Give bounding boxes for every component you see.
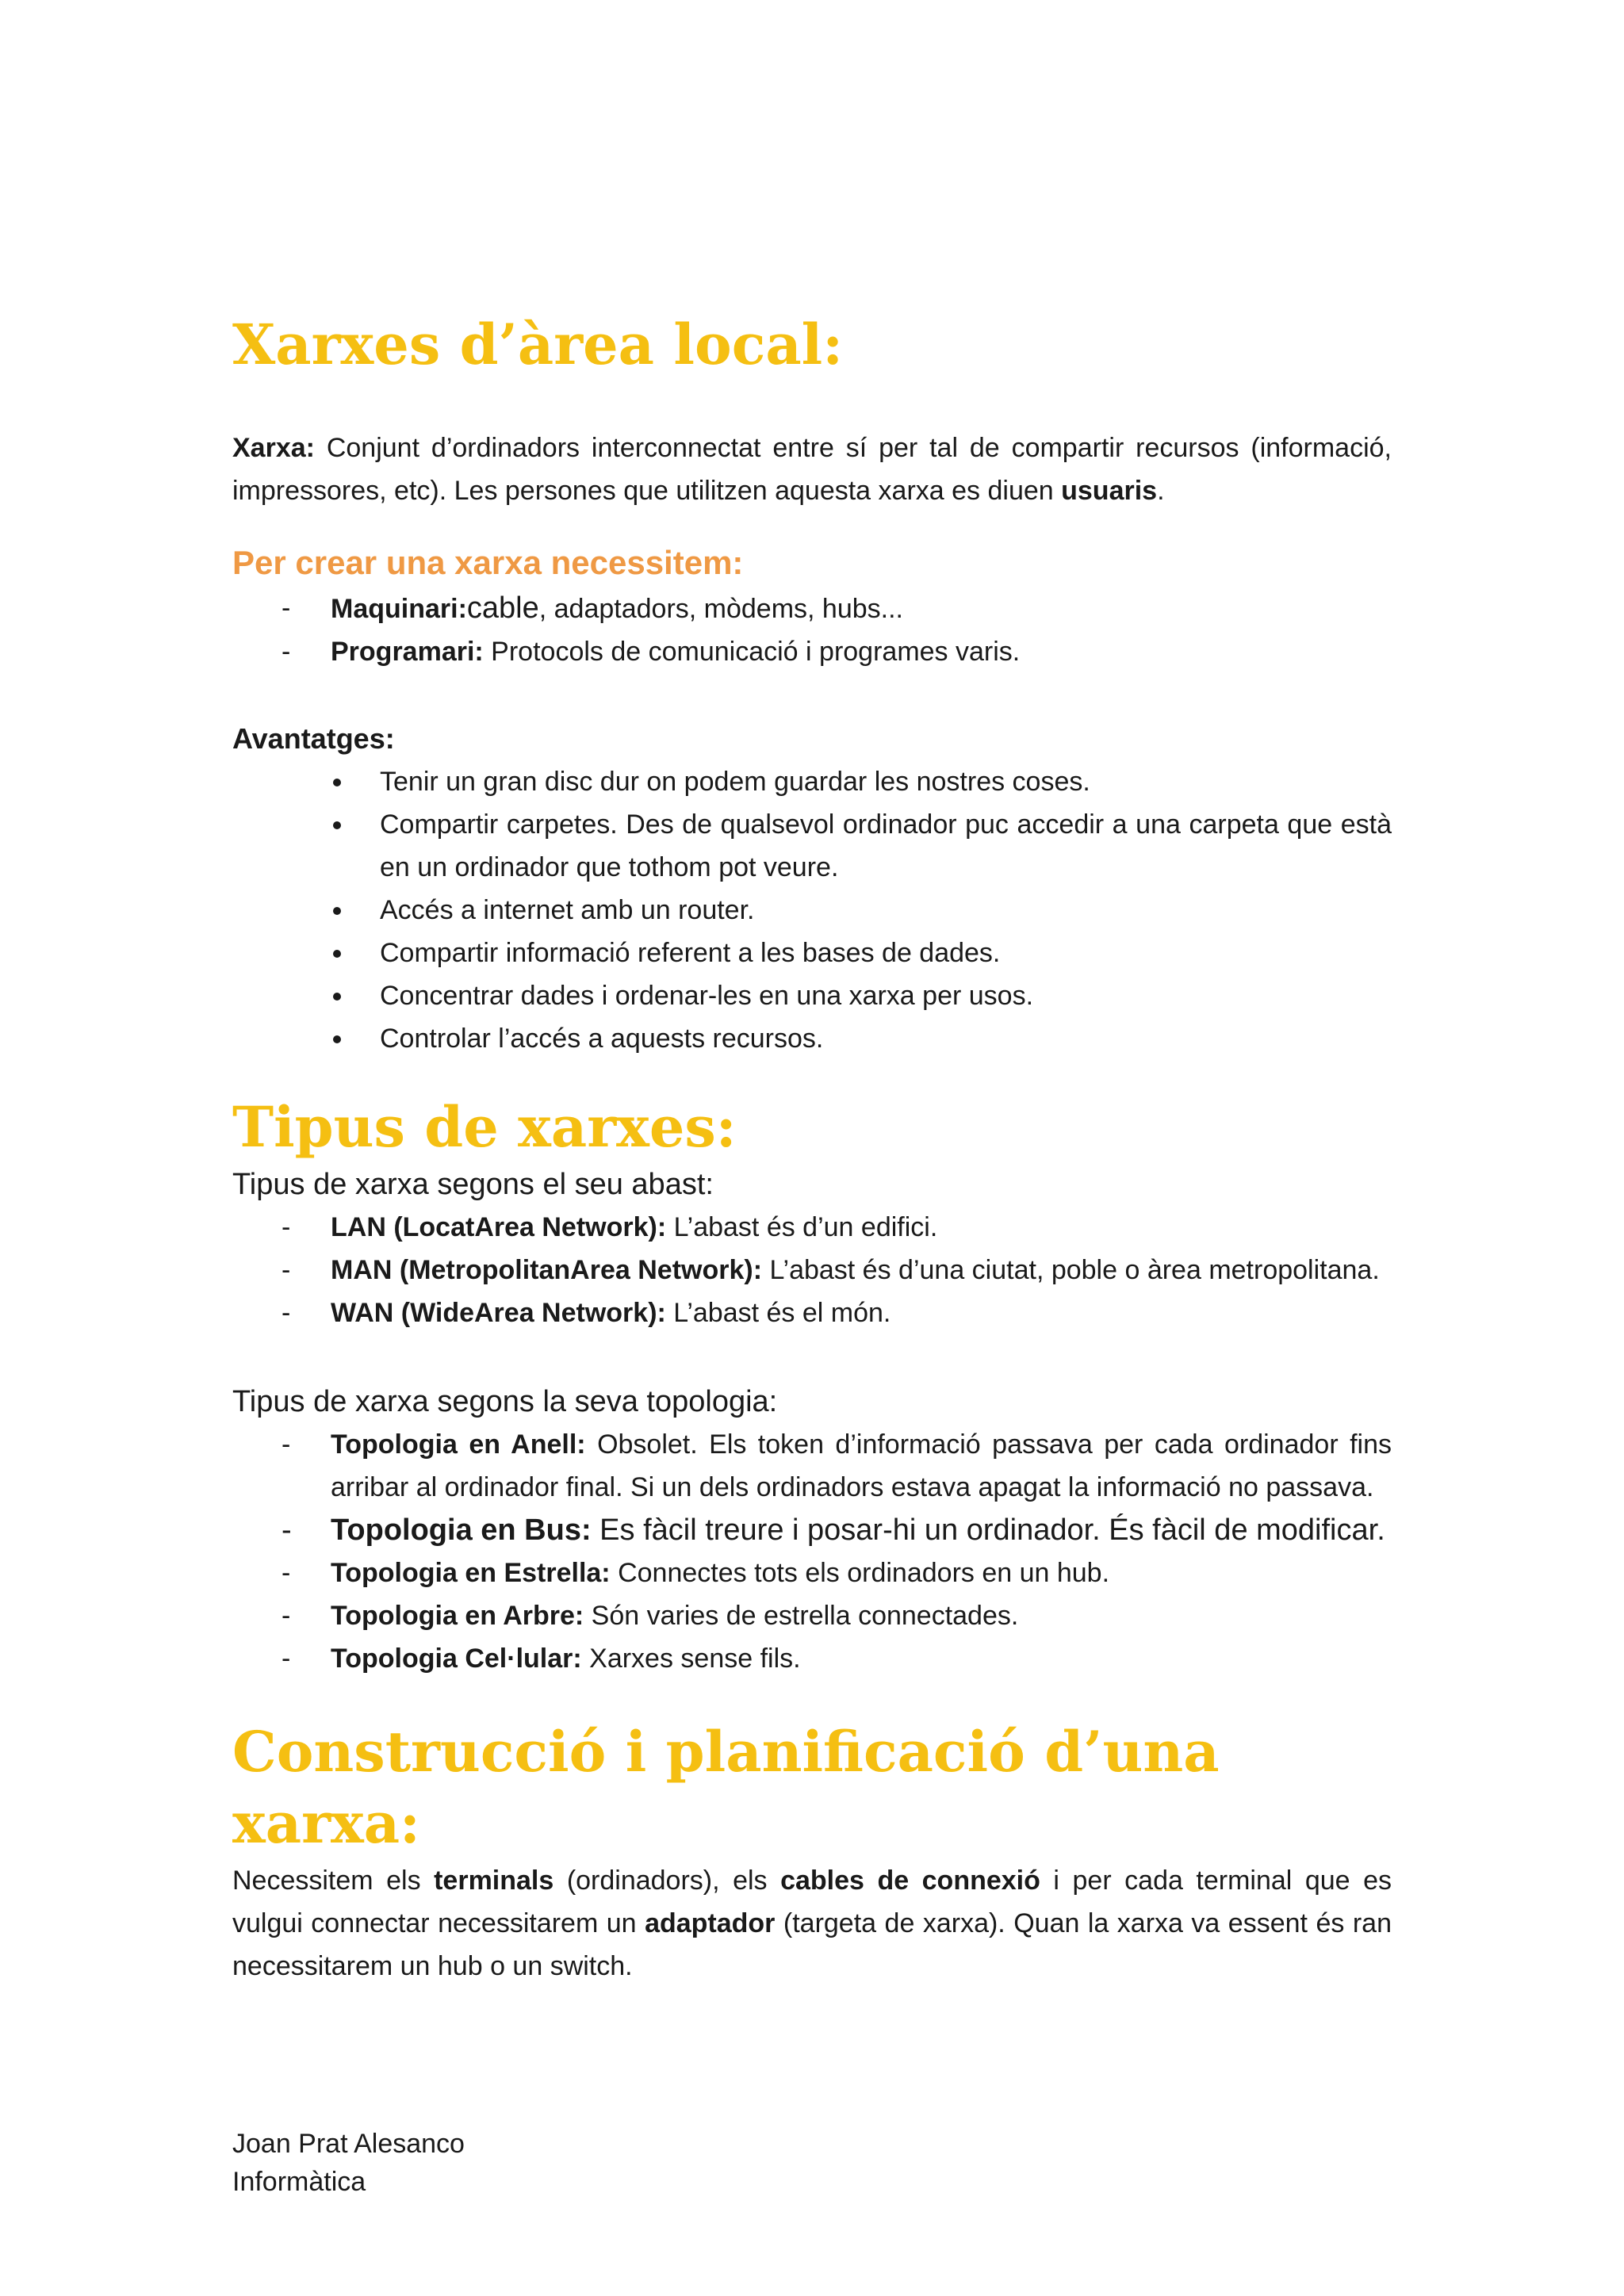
section-title-construccio: Construcció i planificació d’una xarxa: <box>232 1719 1220 1856</box>
item-text: Connectes tots els ordinadors en un hub. <box>610 1558 1110 1588</box>
item-label: MAN (MetropolitanArea Network): <box>331 1255 763 1285</box>
item-text: L’abast és d’una ciutat, poble o àrea metropolitana. <box>762 1255 1380 1285</box>
item-text: Protocols de comunicació i programes varis. <box>483 637 1021 667</box>
list-item: Compartir carpetes. Des de qualsevol ordinador puc accedir a una carpeta que està en un ordinador que tothom pot veure. <box>232 803 1392 889</box>
item-text: , adaptadors, mòdems, hubs... <box>538 594 903 624</box>
topology-list <box>232 1423 1392 1680</box>
list-item <box>232 1509 1392 1552</box>
subheading-needs: Per crear una xarxa necessitem: <box>232 544 744 581</box>
section-title-xarxes-area-local: Xarxes d’àrea local: <box>232 312 844 377</box>
item-text: Són varies de estrella connectades. <box>584 1601 1019 1631</box>
advantages-label: Avantatges: <box>232 722 395 755</box>
list-item <box>232 1637 1392 1680</box>
item-label: Topologia en Bus: <box>331 1513 592 1547</box>
topology-intro: Tipus de xarxa segons la seva topologia: <box>232 1385 778 1418</box>
text-run: (targeta de xarxa). Quan la xarxa va essent és ran necessitarem un hub o un switch. <box>232 1908 1392 1981</box>
item-label: Topologia en Anell: <box>331 1429 586 1460</box>
definition-end: . <box>1157 476 1165 506</box>
definition-bold-term: usuaris <box>1061 476 1158 506</box>
list-item <box>232 1249 1392 1292</box>
text-run: i per cada terminal que es vulgui connectar necessitarem un <box>232 1866 1392 1938</box>
item-text: Xarxes sense fils. <box>581 1644 801 1674</box>
scope-intro: Tipus de xarxa segons el seu abast: <box>232 1168 714 1201</box>
list-item <box>232 1594 1392 1637</box>
item-text: L’abast és d’un edifici. <box>666 1212 938 1242</box>
item-label: Programari: <box>331 637 484 667</box>
item-label: Topologia Cel·lular: <box>331 1644 582 1674</box>
list-item <box>232 587 1392 630</box>
item-text: Obsolet. Els token d’informació passava per cada ordinador fins arribar al ordinador final. Si un dels ordinadors estava apagat la informació no passava. <box>331 1429 1392 1502</box>
section-title-tipus-xarxes: Tipus de xarxes: <box>232 1094 737 1160</box>
item-label: LAN (LocatArea Network): <box>331 1212 667 1242</box>
list-item <box>232 1423 1392 1509</box>
list-item: Compartir informació referent a les bases de dades. <box>232 932 1392 974</box>
list-item <box>232 630 1392 673</box>
scope-list <box>232 1206 1392 1334</box>
list-item <box>232 1292 1392 1334</box>
item-text-large: cable <box>466 591 539 625</box>
footer-author: Joan Prat Alesanco <box>232 2129 465 2159</box>
page-footer <box>232 2125 465 2201</box>
list-item <box>232 1552 1392 1594</box>
needs-list <box>232 587 1392 673</box>
item-text: L’abast és el món. <box>665 1298 891 1328</box>
definition-text: Conjunt d’ordinadors interconnectat entre sí per tal de compartir recursos (informació, impressores, etc). Les persones que utilitzen aquesta xarxa es diuen <box>232 433 1392 506</box>
definition-paragraph <box>232 427 1392 512</box>
list-item: Concentrar dades i ordenar-les en una xarxa per usos. <box>232 974 1392 1017</box>
item-label: Maquinari: <box>331 594 467 624</box>
list-item <box>232 1206 1392 1249</box>
item-text: Es fàcil treure i posar-hi un ordinador. És fàcil de modificar. <box>591 1513 1385 1547</box>
definition-label: Xarxa: <box>232 433 315 463</box>
item-label: WAN (WideArea Network): <box>331 1298 666 1328</box>
list-item: Accés a internet amb un router. <box>232 889 1392 932</box>
item-label: Topologia en Arbre: <box>331 1601 584 1631</box>
bold-term: adaptador <box>645 1908 776 1938</box>
construction-paragraph <box>232 1859 1392 1988</box>
footer-subject: Informàtica <box>232 2167 366 2197</box>
text-run: Necessitem els <box>232 1866 435 1896</box>
bold-term: terminals <box>434 1866 554 1896</box>
text-run: (ordinadors), els <box>553 1866 781 1896</box>
item-label: Topologia en Estrella: <box>331 1558 611 1588</box>
list-item: Tenir un gran disc dur on podem guardar les nostres coses. <box>232 760 1392 803</box>
bold-term: cables de connexió <box>780 1866 1040 1896</box>
list-item: Controlar l’accés a aquests recursos. <box>232 1017 1392 1060</box>
advantages-list <box>232 760 1392 1060</box>
